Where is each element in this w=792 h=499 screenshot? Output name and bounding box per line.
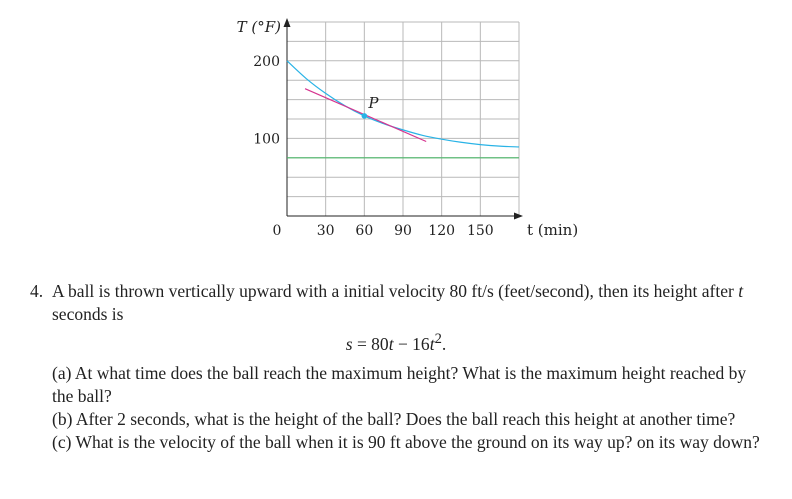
problem-4 <box>30 280 762 454</box>
axis-labels <box>237 18 579 239</box>
x-axis-title: t (min) <box>527 221 579 239</box>
point-p-marker <box>362 113 368 119</box>
y-tick-label: 100 <box>253 131 280 148</box>
statement-text: A ball is thrown vertically upward with a initial velocity 80 ft/s (feet/second), then its height after <box>52 281 734 301</box>
statement-var-t: t <box>738 281 744 301</box>
formula-end: . <box>441 333 447 354</box>
problem-number: 4. <box>30 281 44 301</box>
part-c: (c) What is the velocity of the ball when it is 90 ft above the ground on its way up? on its way down? <box>52 431 760 452</box>
formula-mid: − 16 <box>393 333 430 354</box>
x-tick-label: 0 <box>272 223 282 239</box>
formula-t1: t <box>388 333 394 354</box>
x-tick-label: 150 <box>466 223 494 239</box>
x-tick-label: 120 <box>428 223 456 239</box>
x-tick-label: 90 <box>394 223 412 239</box>
statement-end: seconds is <box>52 304 124 324</box>
problem-statement <box>52 280 762 326</box>
y-axis-title: T (°F) <box>236 18 281 36</box>
formula-t2: t <box>429 333 435 354</box>
x-tick-label: 60 <box>355 223 374 239</box>
grid <box>287 22 519 216</box>
formula-exp: 2 <box>434 331 442 347</box>
x-tick-label: 30 <box>316 223 335 239</box>
part-b: (b) After 2 seconds, what is the height of the ball? Does the ball reach this height at another time? <box>52 408 736 429</box>
point-p-label: P <box>368 93 379 112</box>
y-tick-label: 200 <box>253 53 280 70</box>
formula-s: s <box>345 333 353 354</box>
height-formula <box>30 328 762 356</box>
formula-eq: = 80 <box>352 333 389 354</box>
part-a: (a) At what time does the ball reach the maximum height? What is the maximum height reached by the ball? <box>52 362 747 406</box>
